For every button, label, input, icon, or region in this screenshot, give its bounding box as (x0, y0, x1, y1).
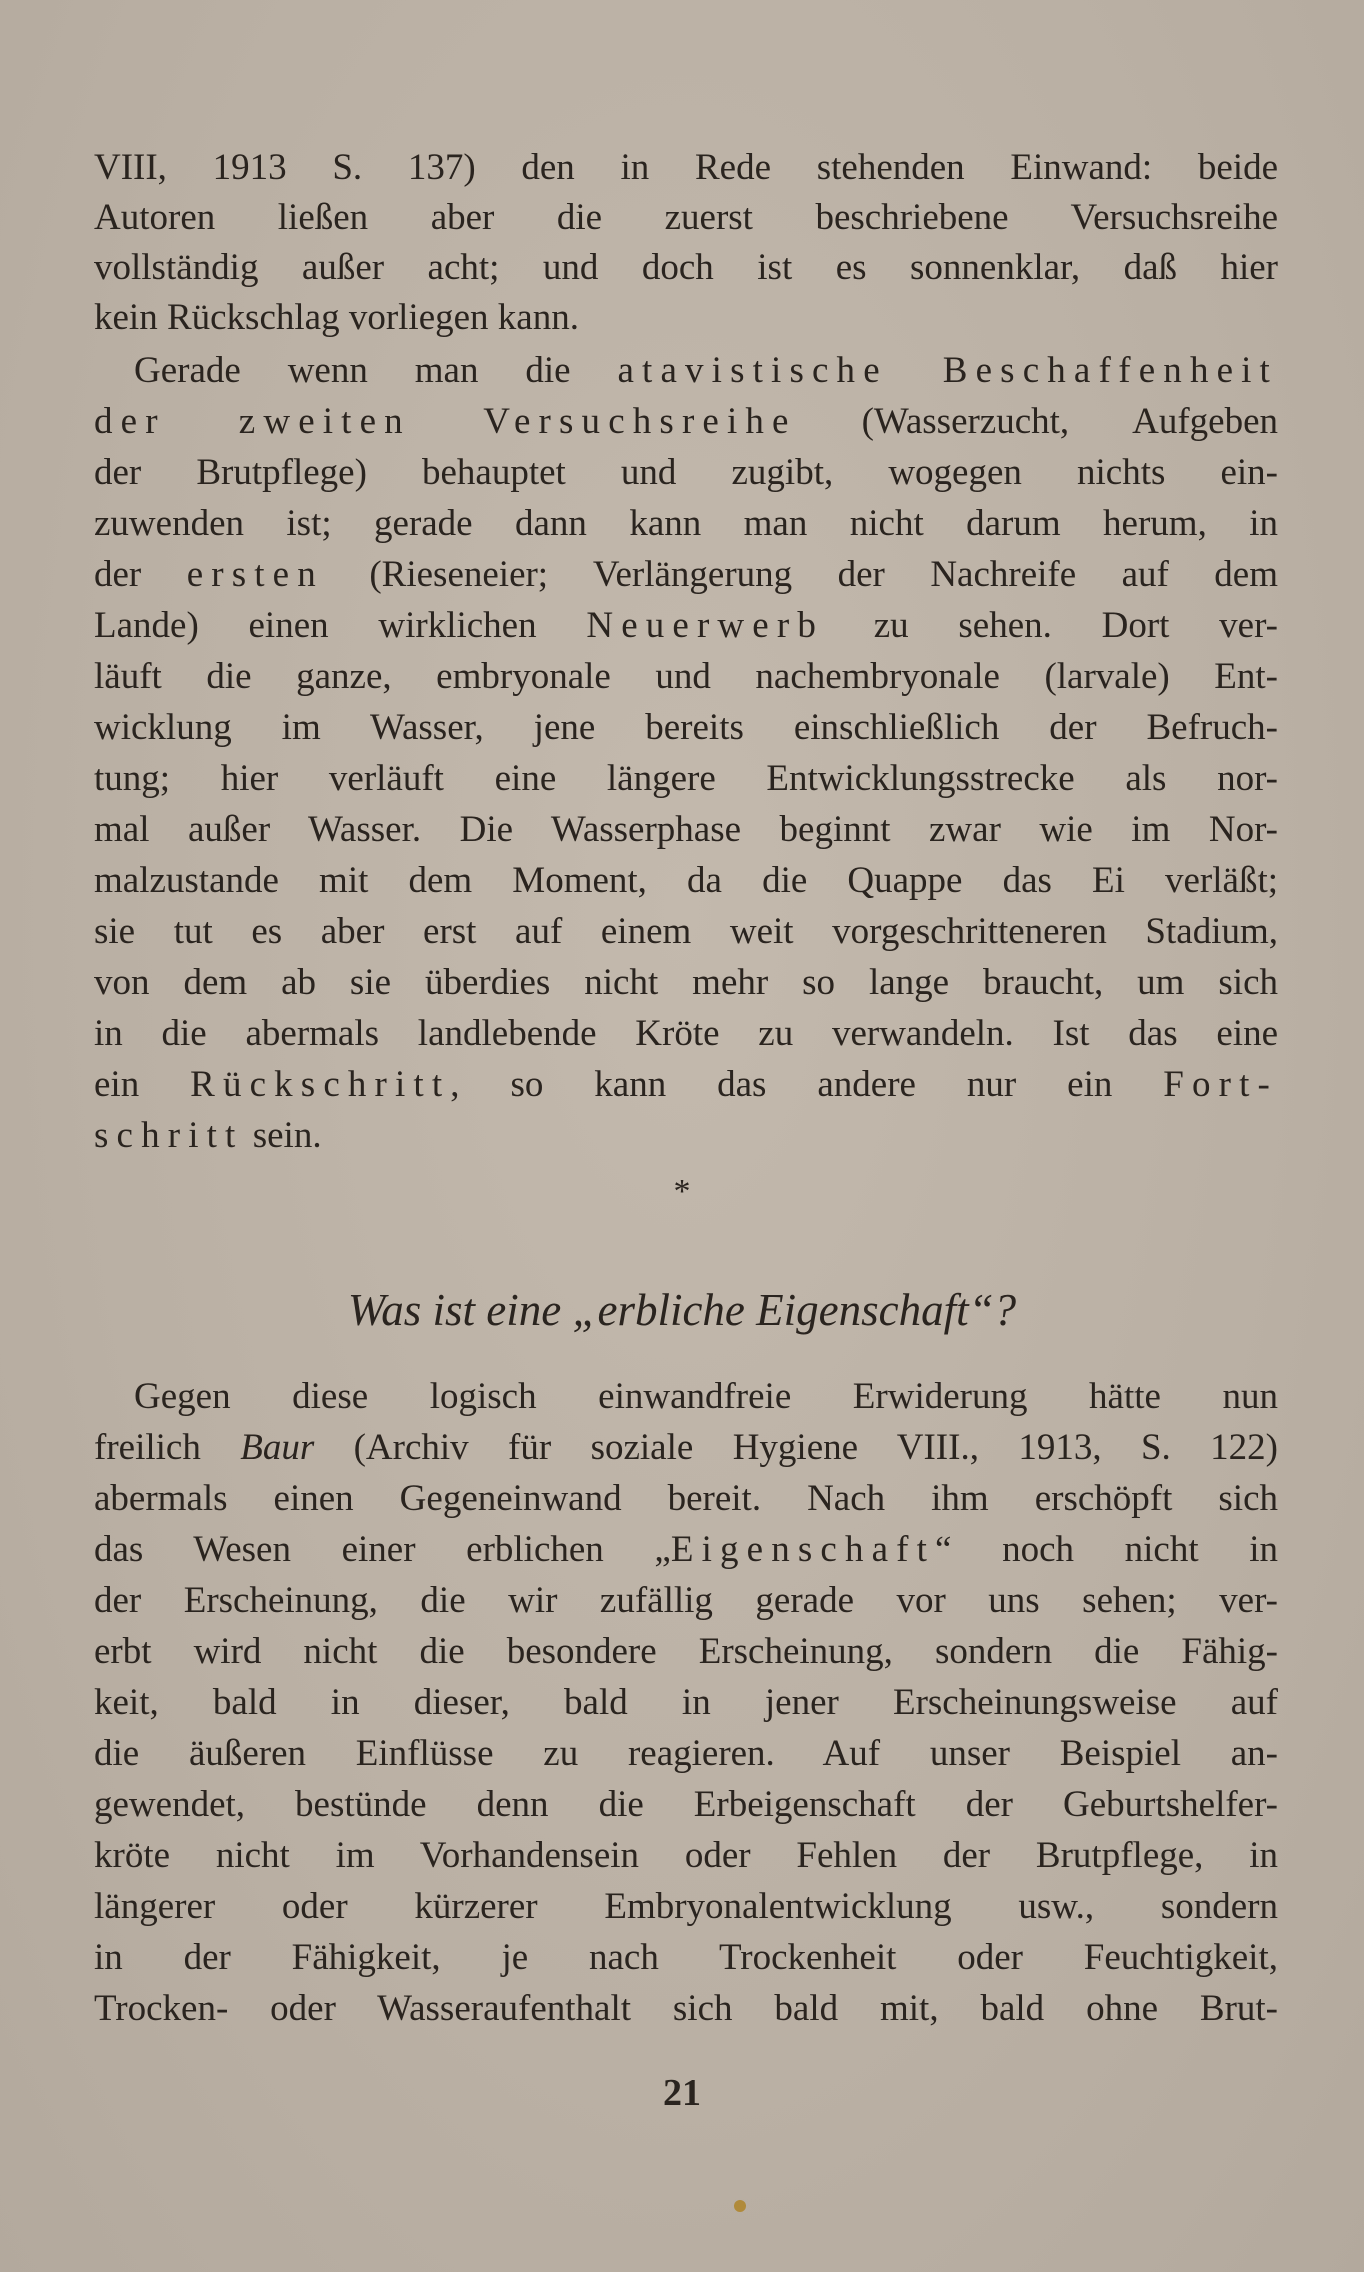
text-line: wicklung im Wasser, jene bereits einschließlich der Befruch- (94, 707, 1278, 748)
text-segment: der (94, 554, 187, 595)
text-line (94, 1525, 1278, 1575)
spaced-emphasis: Fort- (1163, 1064, 1278, 1105)
text-line: in der Fähigkeit, je nach Trockenheit oder Feuchtigkeit, (94, 1937, 1278, 1978)
text-segment: freilich (94, 1427, 241, 1468)
spaced-emphasis: ersten (186, 554, 324, 595)
text-line: VIII, 1913 S. 137) den in Rede stehenden Einwand: beide (94, 147, 1278, 188)
author-name: Baur (240, 1427, 315, 1468)
text-segment: “ noch nicht in (935, 1529, 1279, 1570)
section-separator: * (673, 1173, 691, 1210)
text-line: kein Rückschlag vorliegen kann. (94, 297, 579, 338)
page-number: 21 (663, 2072, 701, 2114)
text-segment: , so kann das andere nur ein (450, 1064, 1164, 1105)
text-line: läuft die ganze, embryonale und nachembryonale (larvale) Ent- (94, 656, 1278, 697)
text-line (94, 1111, 1278, 1161)
spaced-emphasis: schritt (94, 1115, 244, 1156)
text-line: in die abermals landlebende Kröte zu verwandeln. Ist das eine (94, 1013, 1278, 1054)
text-line: sie tut es aber erst auf einem weit vorgeschritteneren Stadium, (94, 911, 1278, 952)
text-line: Trocken- oder Wasseraufenthalt sich bald mit, bald ohne Brut- (94, 1988, 1278, 2029)
text-line: malzustande mit dem Moment, da die Quappe das Ei verläßt; (94, 860, 1278, 901)
text-segment: das Wesen einer erblichen „ (94, 1529, 671, 1570)
text-line: mal außer Wasser. Die Wasserphase beginnt zwar wie im Nor- (94, 809, 1278, 850)
text-line: abermals einen Gegeneinwand bereit. Nach ihm erschöpft sich (94, 1478, 1278, 1519)
text-line: längerer oder kürzerer Embryonalentwicklung usw., sondern (94, 1886, 1278, 1927)
text-line (94, 550, 1278, 600)
text-segment: (Wasserzucht, Aufgeben (796, 401, 1278, 442)
text-segment: sein. (243, 1115, 322, 1156)
text-line: von dem ab sie überdies nicht mehr so lange braucht, um sich (94, 962, 1278, 1003)
text-segment: (Rieseneier; Verlängerung der Nachreife auf dem (323, 554, 1278, 595)
text-line: zuwenden ist; gerade dann kann man nicht darum herum, in (94, 503, 1278, 544)
text-line: der Brutpflege) behauptet und zugibt, wogegen nichts ein- (94, 452, 1278, 493)
spaced-emphasis: der zweiten Versuchsreihe (94, 401, 797, 442)
text-line: Autoren ließen aber die zuerst beschriebene Versuchsreihe (94, 197, 1278, 238)
spaced-emphasis: atavistische Beschaffenheit (617, 350, 1278, 391)
text-line (94, 601, 1278, 651)
text-segment: Gerade wenn man die (134, 350, 618, 391)
text-segment: Lande) einen wirklichen (94, 605, 587, 646)
text-line: Gegen diese logisch einwandfreie Erwiderung hätte nun (134, 1376, 1278, 1417)
text-segment: (Archiv für soziale Hygiene VIII., 1913, S. 122) (314, 1427, 1278, 1468)
text-line: tung; hier verläuft eine längere Entwicklungsstrecke als nor- (94, 758, 1278, 799)
ink-spot (734, 2200, 746, 2212)
section-heading: Was ist eine „erbliche Eigenschaft“? (347, 1285, 1017, 1335)
text-line: keit, bald in dieser, bald in jener Erscheinungsweise auf (94, 1682, 1278, 1723)
text-line (134, 346, 1278, 396)
text-segment: zu sehen. Dort ver- (823, 605, 1278, 646)
text-line (94, 1060, 1278, 1110)
text-line (94, 1423, 1278, 1473)
text-segment: ein (94, 1064, 191, 1105)
text-line (94, 397, 1278, 447)
spaced-emphasis: Eigenschaft (670, 1529, 936, 1570)
text-line: vollständig außer acht; und doch ist es sonnenklar, daß hier (94, 247, 1278, 288)
text-line: kröte nicht im Vorhandensein oder Fehlen der Brutpflege, in (94, 1835, 1278, 1876)
text-line: erbt wird nicht die besondere Erscheinung, sondern die Fähig- (94, 1631, 1278, 1672)
text-line: die äußeren Einflüsse zu reagieren. Auf unser Beispiel an- (94, 1733, 1278, 1774)
spaced-emphasis: Neuerwerb (586, 605, 824, 646)
text-line: gewendet, bestünde denn die Erbeigenschaft der Geburtshelfer- (94, 1784, 1278, 1825)
text-line: der Erscheinung, die wir zufällig gerade vor uns sehen; ver- (94, 1580, 1278, 1621)
spaced-emphasis: Rückschritt (190, 1064, 451, 1105)
